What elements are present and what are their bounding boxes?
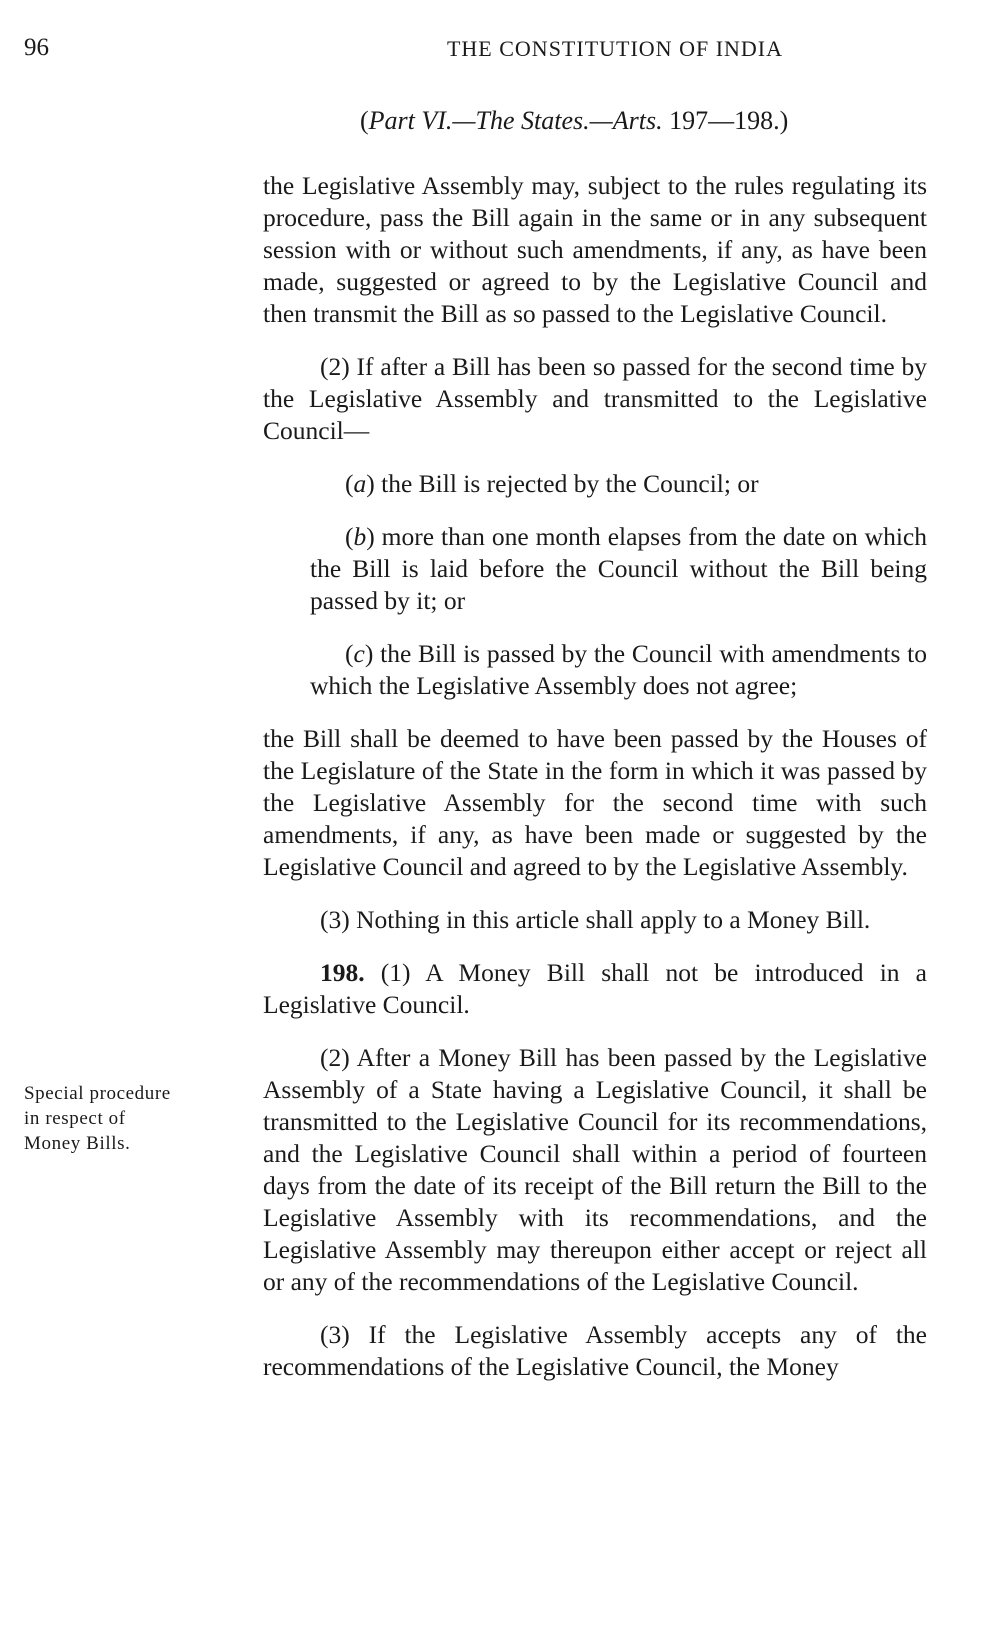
sub-clause-b-text: more than one month elapses from the date on which the Bill is laid before the Council without the Bill being passed by it; or: [310, 522, 927, 615]
article-198-clause-1-text: (1) A Money Bill shall not be introduced in a Legislative Council.: [263, 958, 927, 1019]
running-header: THE CONSTITUTION OF INDIA: [446, 36, 784, 61]
sub-clause-a-marker: a: [353, 469, 367, 498]
marginal-note: [24, 1081, 219, 1156]
clause-2-intro: (2) If after a Bill has been so passed for the second time by the Legislative Assembly and transmitted to the Legislative Council—: [263, 352, 927, 445]
sub-clause-c-close: ): [364, 639, 374, 668]
article-198-clause-1: [263, 957, 927, 1021]
paragraph-continuation: the Legislative Assembly may, subject to the rules regulating its procedure, pass the Bill again in the same or in any subsequent session with or without such amendments, if any, as have been made, suggested or agreed to by the Legislative Council and then transmit the Bill as so passed to the Legislative Council.: [263, 171, 927, 328]
article-198-clause-2: (2) After a Money Bill has been passed by the Legislative Assembly of a State having a Legislative Council, it shall be transmitted to the Legislative Council for its recommendations, and the Legislative Council shall within a period of fourteen days from the date of its receipt of the Bill return the Bill to the Legislative Assembly with its recommendations, and the Legislative Assembly may thereupon either accept or reject all or any of the recommendations of the Legislative Council.: [263, 1043, 927, 1296]
sub-clause-b-marker: b: [353, 522, 367, 551]
sub-clause-a-close: ): [366, 469, 375, 498]
sub-clause-b-close: ): [366, 522, 375, 551]
sub-clause-b: [310, 521, 927, 617]
sub-clause-a-text: the Bill is rejected by the Council; or: [374, 469, 759, 498]
page-number: 96: [24, 34, 49, 61]
sub-clause-c-open: (: [345, 639, 354, 668]
part-heading: [360, 106, 788, 136]
sub-clause-a-open: (: [345, 469, 354, 498]
part-heading-open: (: [360, 106, 369, 135]
sub-clause-a: [310, 468, 927, 500]
part-heading-italic: Part VI.—The States.—Arts.: [368, 106, 663, 135]
sub-clause-c-text: the Bill is passed by the Council with amendments to which the Legislative Assembly does not agree;: [310, 639, 927, 700]
sub-clause-c: [310, 638, 927, 702]
marginal-note-line-3: Money Bills.: [24, 1133, 131, 1154]
deeming-paragraph: the Bill shall be deemed to have been passed by the Houses of the Legislature of the State in the form in which it was passed by the Legislative Assembly for the second time with such amendments, if any, as have been made or suggested by the Legislative Council and agreed to by the Legislative Assembly.: [263, 724, 927, 881]
marginal-note-line-1: Special procedure: [24, 1083, 171, 1104]
marginal-note-line-2: in respect of: [24, 1108, 126, 1129]
sub-clause-c-marker: c: [353, 639, 365, 668]
clause-3: (3) Nothing in this article shall apply to a Money Bill.: [320, 905, 871, 934]
article-body: [263, 170, 927, 1404]
article-number: 198.: [320, 958, 365, 987]
part-heading-rest: 197—198.): [662, 106, 789, 135]
sub-clause-b-open: (: [345, 522, 354, 551]
article-198-clause-3: (3) If the Legislative Assembly accepts any of the recommendations of the Legislative Council, the Money: [263, 1320, 927, 1381]
